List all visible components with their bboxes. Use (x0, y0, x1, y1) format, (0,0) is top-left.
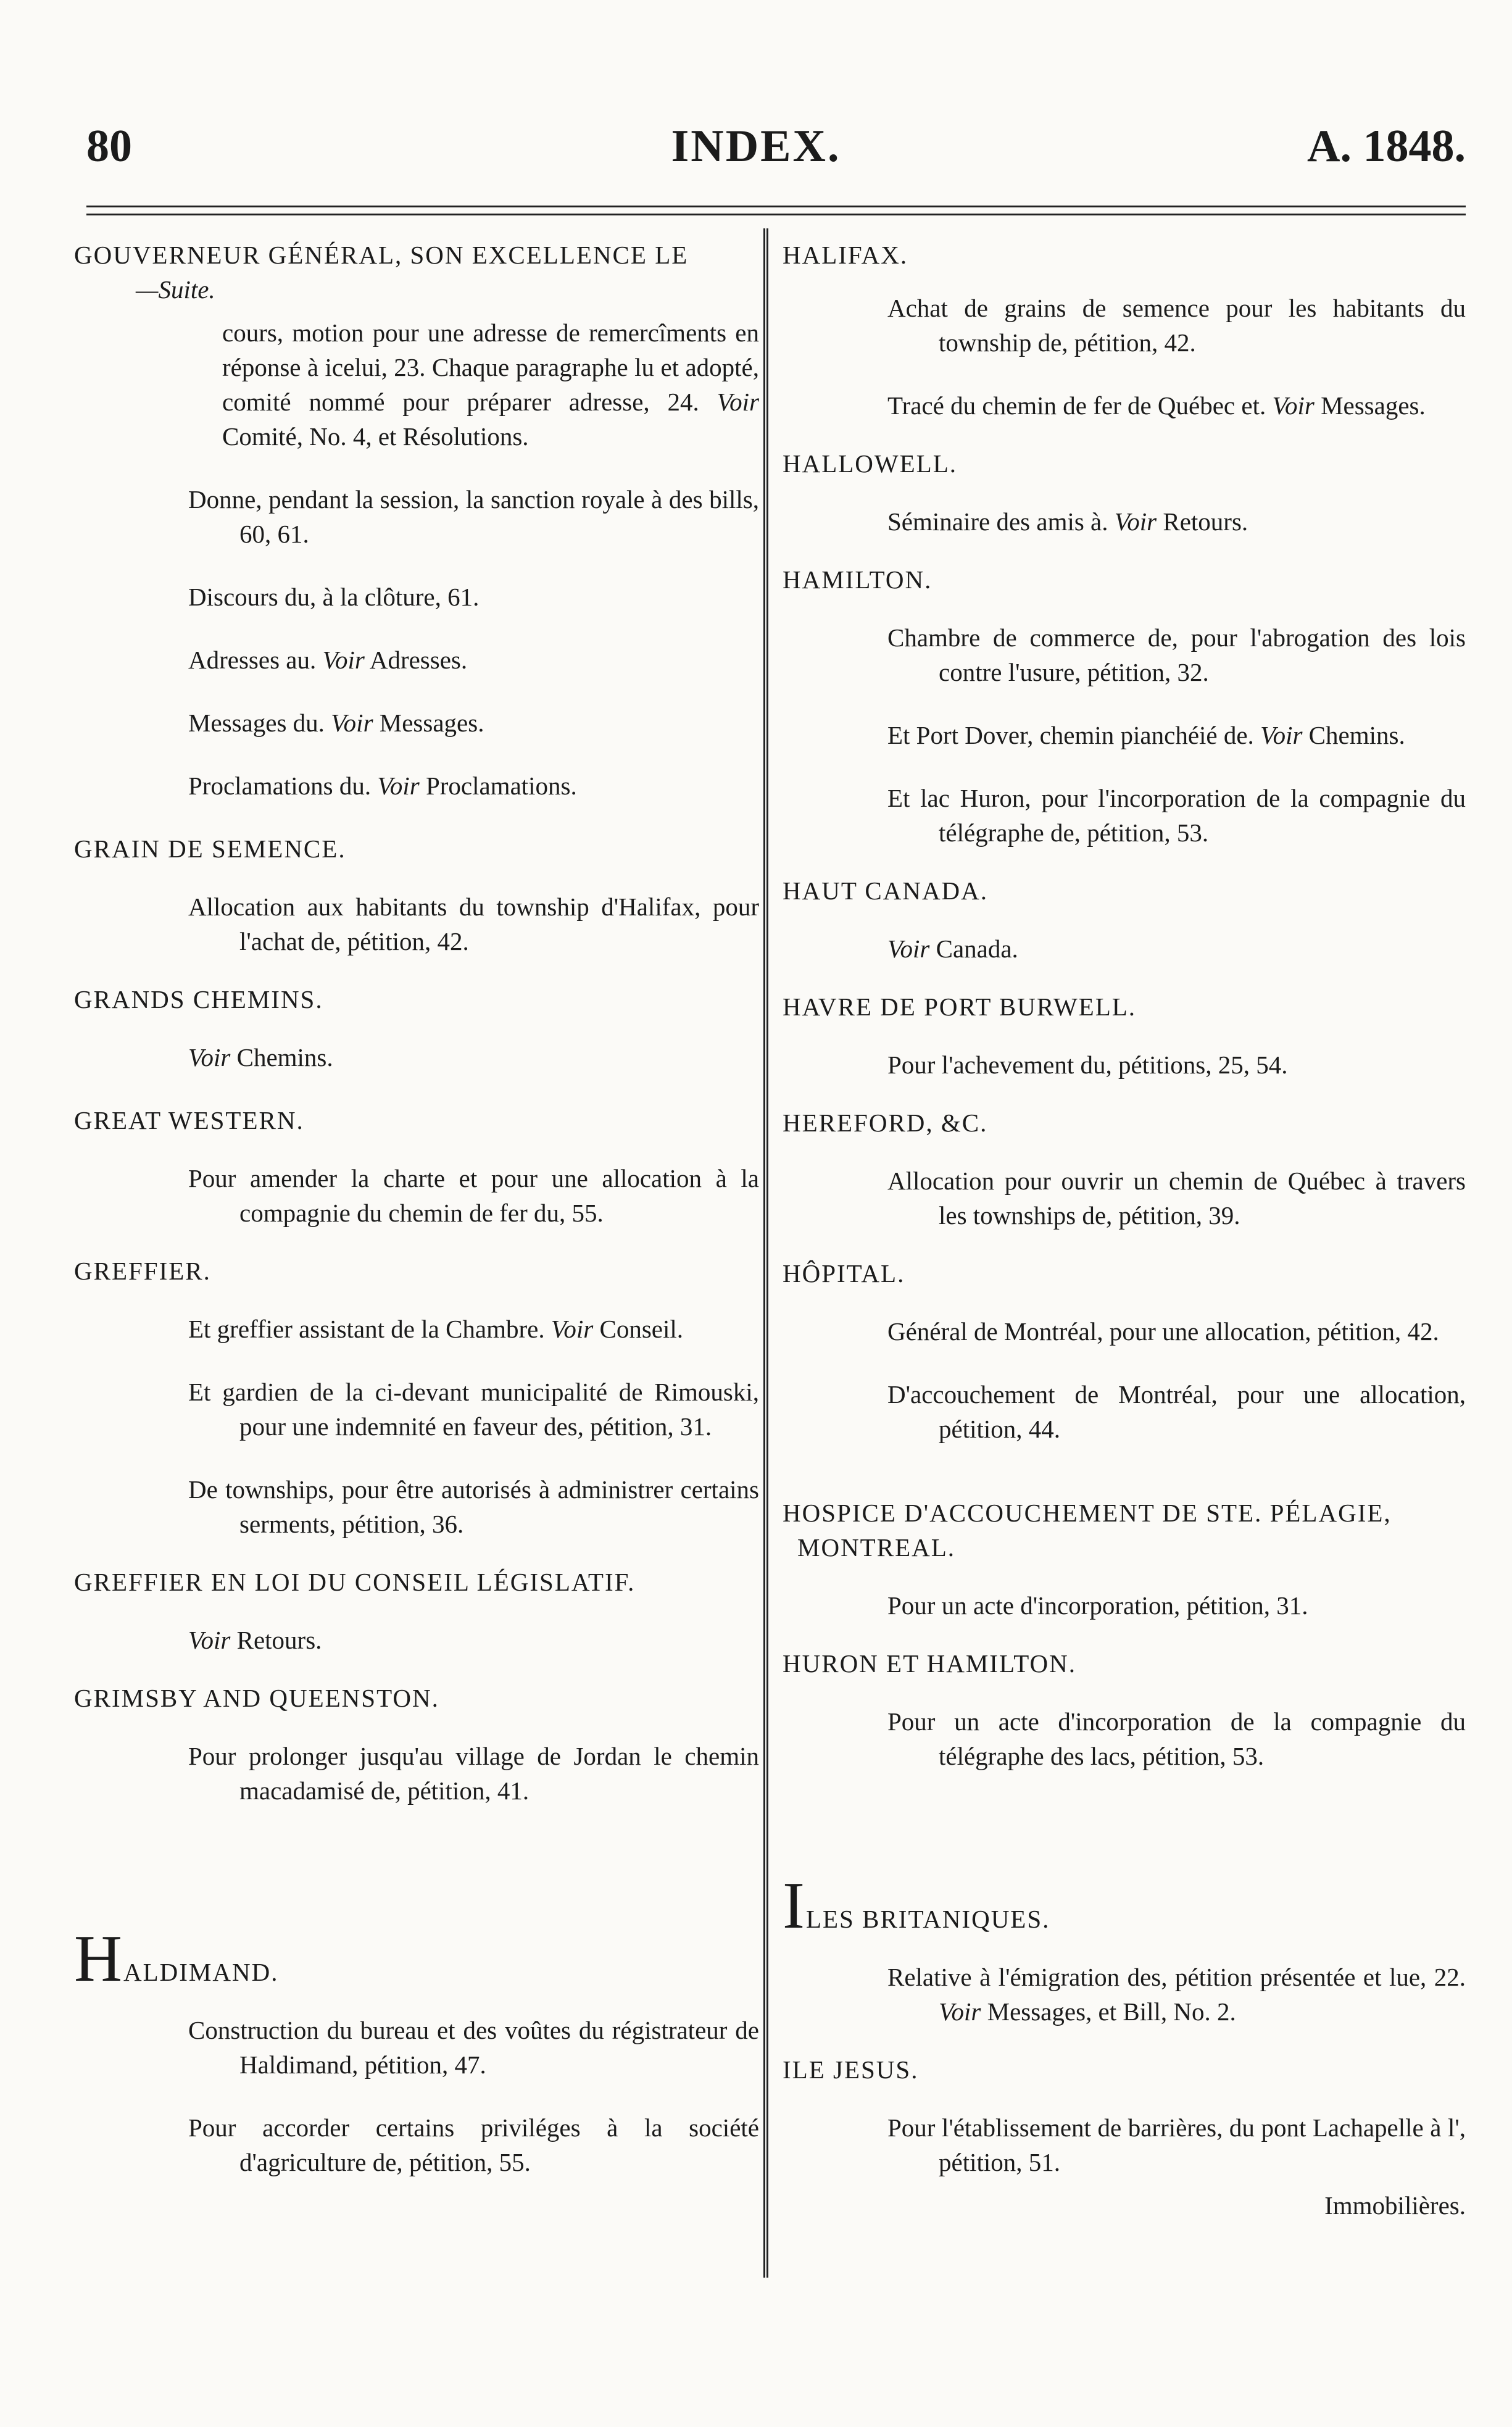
entry-text: Retours. (230, 1626, 322, 1654)
entry-text: Pour amender la charte et pour une allocation à la compagnie du chemin de fer du, 55. (188, 1164, 759, 1227)
index-heading: HALIFAX. (783, 241, 908, 269)
entry-text: Tracé du chemin de fer de Québec et. (887, 391, 1273, 420)
voir-reference: Voir (887, 935, 930, 963)
voir-reference: Voir (322, 646, 365, 674)
voir-reference: Voir (717, 388, 759, 416)
section-heading (783, 1869, 1466, 1942)
entry-text: Allocation pour ouvrir un chemin de Québec à travers les townships de, pétition, 39. (887, 1167, 1466, 1230)
entry-text: Chambre de commerce de, pour l'abrogation des lois contre l'usure, pétition, 32. (887, 623, 1466, 686)
entry-text: Chemins. (1302, 721, 1405, 749)
index-subentry (887, 1377, 1466, 1446)
heading-continuation: —Suite. (136, 275, 215, 304)
index-subentry (887, 1704, 1466, 1773)
section-initial: H (74, 1922, 123, 1996)
entry-text: Adresses au. (188, 646, 323, 674)
page-title: INDEX. (671, 121, 841, 172)
entry-text: Et Port Dover, chemin pianchéié de. (887, 721, 1261, 749)
index-subentry (887, 1047, 1466, 1082)
entry-text: Et greffier assistant de la Chambre. (188, 1315, 551, 1343)
index-subentry (188, 1472, 759, 1541)
index-subentry (188, 706, 759, 740)
entry-text: Et lac Huron, pour l'incorporation de la compagnie du télégraphe de, pétition, 53. (887, 784, 1466, 847)
entry-text: Construction du bureau et des voûtes du régistrateur de Haldimand, pétition, 47. (188, 2016, 759, 2079)
index-subentry (188, 1375, 759, 1444)
right-column (783, 238, 1466, 2223)
index-heading: GREFFIER EN LOI DU CONSEIL LÉGISLATIF. (74, 1568, 636, 1596)
index-heading: GRANDS CHEMINS. (74, 985, 323, 1014)
voir-reference: Voir (377, 772, 420, 800)
entry-text: Séminaire des amis à. (887, 507, 1115, 536)
index-subentry (887, 781, 1466, 850)
section-heading-text: LES BRITANIQUES. (805, 1905, 1050, 1933)
index-subentry (887, 504, 1466, 539)
index-subentry (887, 1314, 1466, 1349)
voir-reference: Voir (550, 1315, 594, 1343)
entry-text: Chemins. (230, 1043, 333, 1072)
index-subentry (887, 2110, 1466, 2179)
entry-text: Messages du. (188, 709, 331, 737)
page-number: 80 (86, 121, 132, 172)
index-heading: HEREFORD, &C. (783, 1109, 988, 1137)
entry-text: Achat de grains de semence pour les habitants du township de, pétition, 42. (887, 294, 1466, 357)
entry-text: Relative à l'émigration des, pétition présentée et lue, 22. (887, 1963, 1466, 1991)
index-subentry (188, 2110, 759, 2179)
entry-text: Messages, et Bill, No. 2. (981, 1997, 1236, 2026)
voir-reference: Voir (1272, 391, 1315, 420)
section-heading-text: ALDIMAND. (123, 1958, 279, 1986)
index-subentry (188, 643, 759, 677)
entry-text: Comité, No. 4, et Résolutions. (222, 422, 529, 451)
entry-text: Proclamations. (419, 772, 577, 800)
index-subentry (188, 1040, 759, 1075)
index-subentry (887, 718, 1466, 752)
index-subentry (188, 2013, 759, 2082)
left-column (74, 238, 759, 2179)
entry-text: Retours. (1157, 507, 1248, 536)
entry-text: cours, motion pour une adresse de remercîments en réponse à icelui, 23. Chaque paragraphe lu et adopté, comité nommé pour préparer adresse, 24. (222, 318, 759, 416)
entry-text: Pour l'achevement du, pétitions, 25, 54. (887, 1051, 1288, 1079)
index-heading: GRAIN DE SEMENCE. (74, 835, 346, 863)
index-subentry-continued (222, 315, 759, 454)
header-rule-bottom (86, 214, 1466, 215)
entry-text: Pour un acte d'incorporation, pétition, 31. (887, 1591, 1308, 1620)
voir-reference: Voir (331, 709, 373, 737)
index-subentry (188, 768, 759, 803)
index-heading: HÔPITAL. (783, 1259, 905, 1288)
index-heading: GOUVERNEUR GÉNÉRAL, SON EXCELLENCE LE (74, 241, 689, 269)
index-subentry (887, 1588, 1466, 1623)
entry-text: Messages. (1314, 391, 1426, 420)
index-heading: GREFFIER. (74, 1257, 211, 1285)
voir-reference: Voir (1260, 721, 1303, 749)
index-subentry (188, 889, 759, 959)
entry-text: Donne, pendant la session, la sanction royale à des bills, 60, 61. (188, 485, 759, 548)
index-heading: GREAT WESTERN. (74, 1106, 304, 1134)
section-heading (74, 1922, 759, 1996)
page-header (0, 120, 1512, 176)
voir-reference: Voir (188, 1626, 231, 1654)
index-heading: HAUT CANADA. (783, 876, 989, 905)
index-subentry (188, 1161, 759, 1230)
entry-text: D'accouchement de Montréal, pour une allocation, pétition, 44. (887, 1380, 1466, 1443)
index-subentry (887, 388, 1466, 423)
entry-text: Messages. (373, 709, 484, 737)
catchword (783, 2188, 1466, 2223)
entry-text: Canada. (929, 935, 1018, 963)
entry-text: Conseil. (593, 1315, 684, 1343)
entry-text: Allocation aux habitants du township d'Halifax, pour l'achat de, pétition, 42. (188, 893, 759, 955)
index-subentry (887, 1960, 1466, 2029)
index-heading: HURON ET HAMILTON. (783, 1649, 1077, 1678)
index-subentry (188, 1623, 759, 1657)
index-subentry (188, 1739, 759, 1808)
entry-text: Discours du, à la clôture, 61. (188, 583, 480, 611)
index-heading: HAMILTON. (783, 565, 933, 594)
index-subentry (887, 1164, 1466, 1233)
entry-text: Pour l'établissement de barrières, du pont Lachapelle à l', pétition, 51. (887, 2113, 1466, 2176)
entry-text: Proclamations du. (188, 772, 378, 800)
entry-text: Pour prolonger jusqu'au village de Jordan le chemin macadamisé de, pétition, 41. (188, 1742, 759, 1805)
entry-text: Adresses. (364, 646, 468, 674)
index-subentry (188, 1312, 759, 1346)
section-initial: I (783, 1869, 806, 1942)
entry-text: Pour accorder certains priviléges à la société d'agriculture de, pétition, 55. (188, 2113, 759, 2176)
index-heading: HOSPICE D'ACCOUCHEMENT DE STE. PÉLAGIE, MONTREAL. (783, 1499, 1392, 1562)
index-subentry (887, 620, 1466, 689)
voir-reference: Voir (188, 1043, 231, 1072)
entry-text: Pour un acte d'incorporation de la compagnie du télégraphe des lacs, pétition, 53. (887, 1707, 1466, 1770)
header-rule-top (86, 206, 1466, 207)
index-heading: ILE JESUS. (783, 2055, 919, 2084)
voir-reference: Voir (939, 1997, 981, 2026)
column-divider (763, 228, 768, 2278)
entry-text: Général de Montréal, pour une allocation, pétition, 42. (887, 1317, 1439, 1346)
index-subentry (188, 482, 759, 551)
entry-text: Immobilières. (1324, 2191, 1466, 2220)
index-subentry (188, 580, 759, 614)
index-subentry (887, 291, 1466, 360)
page-year: A. 1848. (1307, 121, 1466, 172)
voir-reference: Voir (1114, 507, 1157, 536)
index-subentry (887, 931, 1466, 966)
entry-text: Et gardien de la ci-devant municipalité de Rimouski, pour une indemnité en faveur des, pétition, 31. (188, 1378, 759, 1441)
index-heading: GRIMSBY AND QUEENSTON. (74, 1684, 439, 1712)
index-heading: HAVRE DE PORT BURWELL. (783, 993, 1137, 1021)
entry-text: De townships, pour être autorisés à administrer certains serments, pétition, 36. (188, 1475, 759, 1538)
index-heading: HALLOWELL. (783, 449, 957, 478)
